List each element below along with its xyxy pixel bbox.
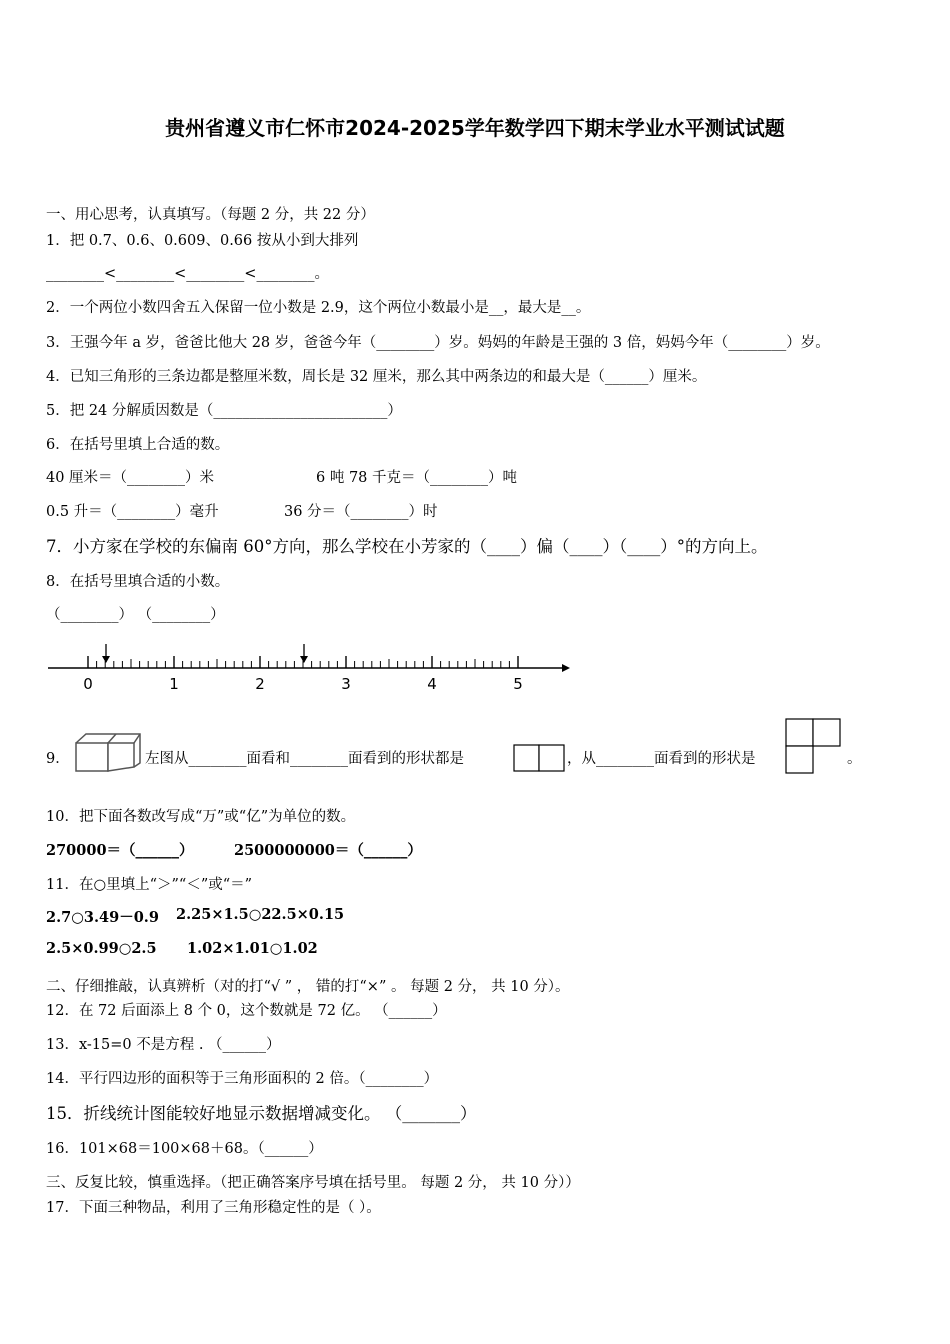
q11-a: 2.7○3.49－0.9 (46, 909, 159, 926)
tick-label: 4 (427, 675, 437, 693)
q2-text: 2．一个两位小数四舍五入保留一位小数是 2.9，这个两位小数最小是__，最大是__。 (46, 300, 591, 316)
q12-text: 12．在 72 后面添上 8 个 0，这个数就是 72 亿。 （______） (46, 1003, 447, 1019)
q6-c: 0.5 升＝（________）毫升 (46, 504, 219, 520)
q10-text: 10．把下面各数改写成“万”或“亿”为单位的数。 (46, 809, 356, 825)
two-square-figure (513, 744, 565, 772)
tick-label: 0 (83, 675, 93, 693)
number-line-labels (83, 675, 523, 693)
q11-c: 2.5×0.99○2.5 (46, 940, 157, 957)
arrow-marker-1 (102, 644, 110, 663)
q5-text: 5．把 24 分解质因数是（________________________） (46, 403, 402, 419)
page-title: 贵州省遵义市仁怀市2024-2025学年数学四下期末学业水平测试试题 (165, 116, 785, 140)
q9-part3: 。 (847, 751, 862, 767)
q4-text: 4．已知三角形的三条边都是整厘米数，周长是 32 厘米，那么其中两条边的和最大是（______）厘米。 (46, 369, 707, 385)
q10-b: 2500000000＝（______） (234, 842, 422, 859)
q9-part1: 左图从________面看和________面看到的形状都是 (145, 751, 464, 767)
q3-text: 3．王强今年 a 岁，爸爸比他大 28 岁，爸爸今年（________）岁。妈妈的年龄是王强的 3 倍，妈妈今年（________）岁。 (46, 335, 830, 351)
q11-b: 2.25×1.5○22.5×0.15 (176, 906, 345, 923)
q1-answer: ________<________<________<________。 (46, 266, 329, 282)
q17-text: 17．下面三种物品，利用了三角形稳定性的是（ ）。 (46, 1200, 381, 1216)
q6-d: 36 分＝（________）时 (284, 504, 438, 520)
q6-a: 40 厘米＝（________）米 (46, 470, 215, 486)
number-line-arrowhead (562, 664, 570, 672)
q6-b: 6 吨 78 千克＝（________）吨 (316, 470, 518, 486)
q8-blanks: （________） （________） (46, 607, 225, 623)
tick-label: 5 (513, 675, 523, 693)
q6-text: 6．在括号里填上合适的数。 (46, 437, 230, 453)
q11-text: 11．在○里填上“＞”“＜”或“＝” (46, 877, 253, 893)
q1-text: 1．把 0.7、0.6、0.609、0.66 按从小到大排列 (46, 233, 359, 249)
q13-text: 13．x-15=0 不是方程 . （______） (46, 1037, 281, 1053)
q16-text: 16．101×68＝100×68＋68。（______） (46, 1141, 323, 1157)
tick-label: 2 (255, 675, 265, 693)
section2-heading: 二、仔细推敲，认真辨析（对的打“√ ” ， 错的打“×” 。 每题 2 分， 共 10 分）。 (46, 979, 570, 995)
q7-text: 7．小方家在学校的东偏南 60°方向，那么学校在小芳家的（____）偏（____）（____）°的方向上。 (46, 537, 768, 556)
tick-label: 3 (341, 675, 351, 693)
arrow-marker-2 (300, 644, 308, 663)
q9-number: 9． (46, 751, 70, 767)
tick-label: 1 (169, 675, 179, 693)
q14-text: 14．平行四边形的面积等于三角形面积的 2 倍。（________） (46, 1071, 439, 1087)
q8-text: 8．在括号里填合适的小数。 (46, 574, 230, 590)
q9-part2: ，从________面看到的形状是 (567, 751, 756, 767)
section1-heading: 一、用心思考，认真填写。（每题 2 分，共 22 分） (46, 207, 375, 223)
cube-stack-figure (72, 729, 144, 775)
l-shape-figure (785, 718, 843, 774)
q10-a: 270000＝（______） (46, 842, 194, 859)
q15-text: 15．折线统计图能较好地显示数据增减变化。 （_______） (46, 1104, 477, 1123)
q11-d: 1.02×1.01○1.02 (187, 940, 318, 957)
number-line (44, 640, 574, 696)
section3-heading: 三、反复比较，慎重选择。（把正确答案序号填在括号里。 每题 2 分， 共 10 分）） (46, 1175, 580, 1191)
